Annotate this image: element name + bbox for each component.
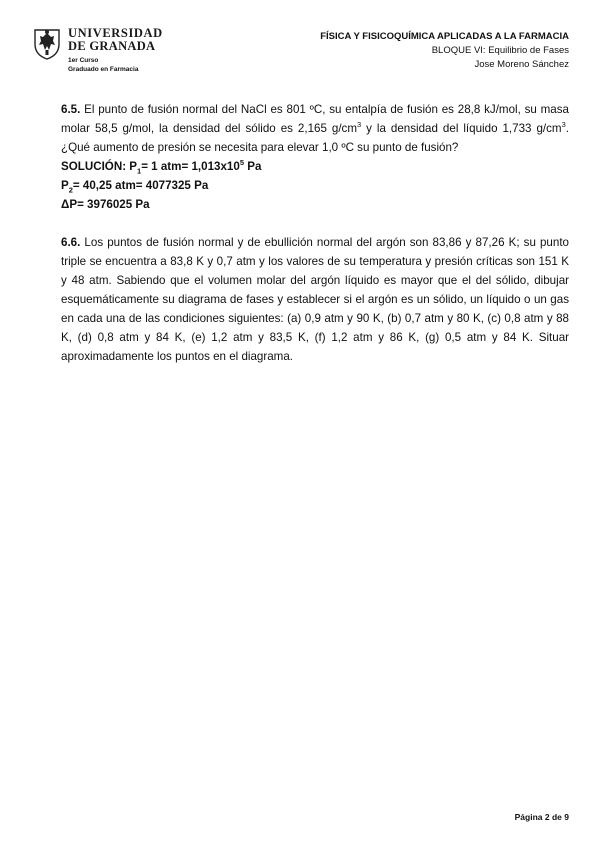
solution-unit: Pa	[244, 160, 262, 173]
block-title: BLOQUE VI: Equilibrio de Fases	[431, 45, 569, 56]
page-word: Página	[514, 812, 545, 822]
solution-label: SOLUCIÓN: P	[61, 160, 138, 173]
course-label: 1er Curso	[68, 57, 99, 64]
degree-label: Graduado en Farmacia	[68, 66, 139, 73]
university-name	[68, 27, 163, 53]
superscript: 3	[357, 120, 362, 130]
solution-label: P	[61, 179, 69, 192]
page-total: 9	[564, 812, 569, 822]
superscript: 3	[561, 120, 566, 130]
spacer	[61, 214, 569, 233]
problem-text: y la densidad del líquido 1,733 g/cm	[361, 122, 562, 135]
page-content	[61, 100, 569, 366]
page-number: 2	[544, 812, 550, 822]
problem-number: 6.6.	[61, 236, 81, 249]
document-header	[320, 30, 569, 72]
problem-text: El punto de fusión normal del NaCl es 801 ºC, su entalpía de fusión es 28,8 kJ/mol, su masa molar 58,5 g/mol, la densidad del sólido es 2,165 g/cm	[61, 103, 569, 135]
university-crest-icon	[32, 26, 62, 60]
problem-6-5	[61, 100, 569, 157]
of-word: de	[549, 812, 565, 822]
problem-text: Los puntos de fusión normal y de ebullición normal del argón son 83,86 y 87,26 K; su punto triple se encuentra a 83,8 K y 0,7 atm y los valores de su temperatura y presión críticas son 151 K y 48 atm. Sabiendo que el volumen molar del argón líquido es mayor que el del sólido, dibujar esquemáticamente su diagrama de fases y establecer si el argón es un sólido, un líquido o un gas en cada una de las condiciones siguientes: (a) 0,9 atm y 90 K, (b) 0,7 atm y 80 K, (c) 0,8 atm y 88 K, (d) 0,8 atm y 84 K, (e) 1,2 atm y 83,5 K, (f) 1,2 atm y 86 K, (g) 0,5 atm y 84 K. Situar aproximadamente los puntos en el diagrama.	[61, 236, 569, 363]
subject-title: FÍSICA Y FISICOQUÍMICA APLICADAS A LA FARMACIA	[320, 31, 569, 42]
problem-number: 6.5.	[61, 103, 81, 116]
problem-6-6	[61, 233, 569, 366]
solution-line-dp: ΔP= 3976025 Pa	[61, 198, 150, 211]
university-name-line1: UNIVERSIDAD	[68, 26, 163, 40]
subscript: 1	[137, 166, 142, 176]
superscript: 5	[239, 158, 244, 168]
page-footer	[515, 812, 569, 822]
author-name: Jose Moreno Sánchez	[474, 59, 569, 70]
university-name-line2: DE GRANADA	[68, 39, 156, 53]
problem-text: . ¿Qué aumento de presión se necesita para elevar 1,0 ºC su punto de fusión?	[61, 122, 569, 154]
solution-line-p2	[61, 176, 569, 195]
subscript: 2	[68, 185, 73, 195]
solution-value: = 1 atm= 1,013x10	[141, 160, 240, 173]
solution-value: = 40,25 atm= 4077325 Pa	[72, 179, 209, 192]
solution-line-p1	[61, 157, 569, 176]
course-info	[68, 56, 138, 74]
